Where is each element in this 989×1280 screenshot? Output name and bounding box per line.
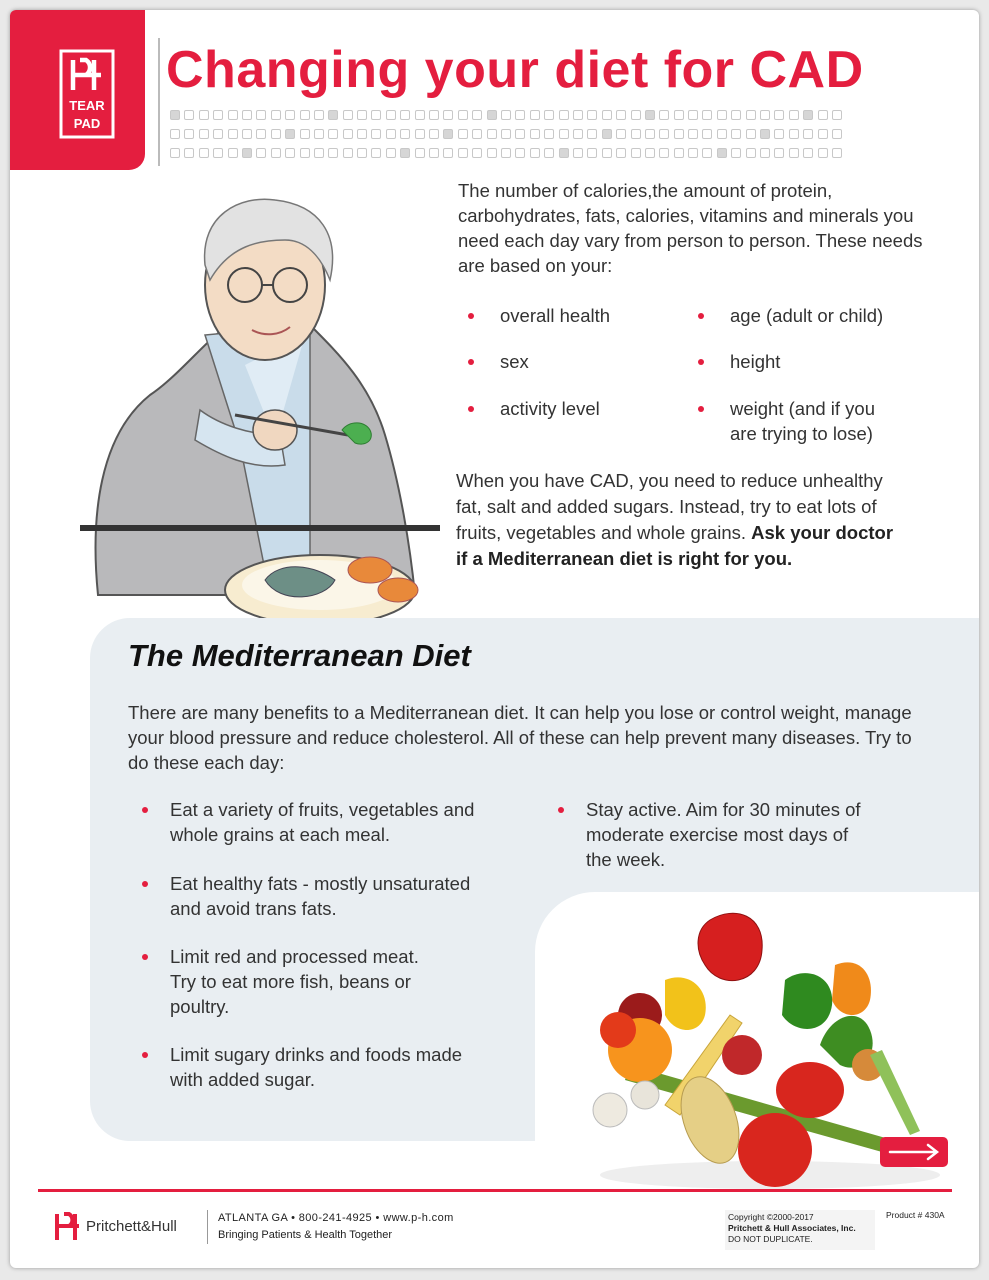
grid-square: [228, 110, 238, 120]
grid-square: [688, 148, 698, 158]
page: TEAR PAD Changing your diet for CAD The number of calories,the amount of protein, carbohydrates, fats, calories, vitamins and minerals you need each day vary from person to person. These needs are based on your: overall health age (adult or child) sex height activity level weight (and if you are trying to lose) When you have CAD, you need to reduce unhealthy fat, salt and added sugars. Instead, try to eat lots of fruits, vegetables and whole grains. Ask your doctor if a Mediterranean diet is right for you. The Mediterranean Diet There are many benefits to a Mediterranean diet. It can help you lose or control weight, manage your blood pressure and reduce cholesterol. All of these can help prevent many diseases. Try to do these each day: Eat a variety of fruits, vegetables and whole grains at each meal. Eat healthy fats - mostly unsaturated and avoid trans fats. Limit red and processed meat. Try to eat more fish, beans or poultry. Limit sugary drinks and foods made with added sugar. Stay active. Aim for 30 minutes of moderate exercise most days of the week. Pritchett&Hull ATLANTA GA • 800-241-4925 • www.p-h.com Bringing Patients & Health Together Copyright ©2000-2017 Pritchett & Hull Associates, Inc. DO NOT DUPLICATE. Product # 430A: [10, 10, 979, 1268]
grid-square: [645, 129, 655, 139]
grid-square: [717, 148, 727, 158]
grid-square: [443, 110, 453, 120]
grid-square: [746, 110, 756, 120]
grid-square: [702, 129, 712, 139]
bullet-icon: [142, 807, 148, 813]
grid-square: [328, 129, 338, 139]
grid-square: [242, 110, 252, 120]
grid-square: [501, 110, 511, 120]
section-title: The Mediterranean Diet: [128, 638, 471, 673]
grid-square: [789, 129, 799, 139]
grid-square: [472, 148, 482, 158]
grid-square: [515, 110, 525, 120]
grid-square: [213, 129, 223, 139]
grid-square: [271, 148, 281, 158]
grid-square: [386, 129, 396, 139]
grid-square: [559, 110, 569, 120]
grid-square: [746, 129, 756, 139]
company-address: ATLANTA GA • 800-241-4925 • www.p-h.com: [218, 1212, 454, 1224]
grid-square: [602, 129, 612, 139]
grid-square: [760, 110, 770, 120]
grid-square: [357, 148, 367, 158]
grid-square: [530, 110, 540, 120]
grid-square: [386, 110, 396, 120]
grid-square: [228, 129, 238, 139]
grid-square: [472, 110, 482, 120]
grid-square: [645, 110, 655, 120]
grid-square: [458, 148, 468, 158]
grid-square: [631, 110, 641, 120]
grid-square: [832, 148, 842, 158]
grid-square: [357, 110, 367, 120]
bullet-icon: [468, 359, 474, 365]
grid-square: [544, 129, 554, 139]
bullet-icon: [698, 359, 704, 365]
grid-square: [429, 129, 439, 139]
grid-square: [731, 148, 741, 158]
grid-square: [760, 129, 770, 139]
footer-divider: [38, 1189, 952, 1192]
grid-square: [357, 129, 367, 139]
grid-square: [314, 129, 324, 139]
grid-square: [587, 148, 597, 158]
grid-square: [832, 110, 842, 120]
grid-square: [803, 129, 813, 139]
grid-square: [458, 129, 468, 139]
grid-square: [487, 129, 497, 139]
grid-square: [544, 148, 554, 158]
grid-square: [170, 129, 180, 139]
company-tagline: Bringing Patients & Health Together: [218, 1229, 393, 1241]
grid-square: [184, 110, 194, 120]
grid-square: [213, 148, 223, 158]
copyright-box: Copyright ©2000-2017 Pritchett & Hull Associates, Inc. DO NOT DUPLICATE.: [725, 1210, 875, 1250]
grid-square: [199, 129, 209, 139]
grid-square: [443, 129, 453, 139]
grid-square: [458, 110, 468, 120]
grid-square: [674, 110, 684, 120]
grid-square: [213, 110, 223, 120]
grid-square: [818, 110, 828, 120]
grid-square: [501, 129, 511, 139]
intro-paragraph: The number of calories,the amount of protein, carbohydrates, fats, calories, vitamins and minerals you need each day vary from person to person. These needs are based on your:: [458, 180, 923, 276]
grid-square: [530, 129, 540, 139]
grid-square: [300, 148, 310, 158]
grid-square: [631, 129, 641, 139]
grid-square: [774, 110, 784, 120]
grid-square: [487, 148, 497, 158]
grid-square: [242, 148, 252, 158]
grid-square: [587, 110, 597, 120]
grid-square: [818, 129, 828, 139]
svg-text:PAD: PAD: [73, 116, 101, 131]
next-page-button[interactable]: [880, 1137, 948, 1167]
tear-pad-logo-icon: [58, 48, 116, 140]
grid-square: [602, 110, 612, 120]
grid-square: [544, 110, 554, 120]
company-name: Pritchett&Hull: [86, 1218, 177, 1235]
grid-square: [731, 129, 741, 139]
grid-square: [688, 129, 698, 139]
grid-square: [415, 110, 425, 120]
grid-square: [314, 148, 324, 158]
grid-square: [774, 129, 784, 139]
grid-square: [371, 110, 381, 120]
grid-square: [746, 148, 756, 158]
grid-square: [602, 148, 612, 158]
grid-square: [170, 110, 180, 120]
grid-square: [717, 110, 727, 120]
grid-square: [371, 148, 381, 158]
grid-square: [472, 129, 482, 139]
grid-square: [515, 129, 525, 139]
grid-square: [616, 129, 626, 139]
grid-square: [789, 148, 799, 158]
grid-square: [285, 129, 295, 139]
bullet-icon: [142, 881, 148, 887]
grid-square: [429, 110, 439, 120]
section-intro: There are many benefits to a Mediterranean diet. It can help you lose or control weight, manage your blood pressure and reduce cholesterol. All of these can help prevent many diseases. Try to do these each day:: [128, 702, 912, 773]
bullet-icon: [698, 406, 704, 412]
grid-square: [256, 148, 266, 158]
bullet-icon: [468, 313, 474, 319]
grid-square: [573, 129, 583, 139]
grid-square: [328, 148, 338, 158]
grid-square: [415, 148, 425, 158]
tear-pad-badge: [10, 10, 145, 170]
grid-square: [228, 148, 238, 158]
grid-square: [400, 148, 410, 158]
grid-square: [674, 148, 684, 158]
grid-square: [429, 148, 439, 158]
grid-square: [688, 110, 698, 120]
grid-square: [616, 110, 626, 120]
grid-square: [818, 148, 828, 158]
product-number: Product # 430A: [886, 1210, 945, 1220]
grid-square: [400, 129, 410, 139]
grid-square: [501, 148, 511, 158]
footer-vertical-divider: [207, 1210, 208, 1244]
grid-square: [343, 110, 353, 120]
grid-square: [300, 129, 310, 139]
grid-square: [371, 129, 381, 139]
grid-square: [314, 110, 324, 120]
grid-square: [415, 129, 425, 139]
grid-square: [400, 110, 410, 120]
grid-square: [645, 148, 655, 158]
grid-square: [659, 129, 669, 139]
grid-square: [702, 148, 712, 158]
grid-square: [242, 129, 252, 139]
cad-paragraph: When you have CAD, you need to reduce unhealthy fat, salt and added sugars. Instead, try to eat lots of fruits, vegetables and whole grains. Ask your doctor if a Mediterranean diet is right for you.: [456, 470, 894, 569]
grid-square: [199, 148, 209, 158]
grid-square: [832, 129, 842, 139]
grid-square: [271, 110, 281, 120]
grid-square: [573, 110, 583, 120]
grid-square: [774, 148, 784, 158]
grid-square: [587, 129, 597, 139]
grid-square: [559, 148, 569, 158]
grid-square: [199, 110, 209, 120]
bullet-icon: [698, 313, 704, 319]
arrow-right-icon: [880, 1137, 948, 1167]
grid-square: [515, 148, 525, 158]
decorative-square-grid: [170, 110, 860, 160]
man-eating-illustration: [80, 185, 440, 635]
grid-square: [285, 148, 295, 158]
grid-square: [702, 110, 712, 120]
grid-square: [184, 148, 194, 158]
grid-square: [300, 110, 310, 120]
grid-square: [184, 129, 194, 139]
grid-square: [530, 148, 540, 158]
grid-square: [487, 110, 497, 120]
grid-square: [443, 148, 453, 158]
svg-text:TEAR: TEAR: [69, 98, 105, 113]
page-title: Changing your diet for CAD: [166, 41, 864, 99]
grid-square: [717, 129, 727, 139]
bullet-icon: [558, 807, 564, 813]
grid-square: [271, 129, 281, 139]
grid-square: [285, 110, 295, 120]
grid-square: [674, 129, 684, 139]
grid-square: [803, 148, 813, 158]
grid-square: [631, 148, 641, 158]
grid-square: [803, 110, 813, 120]
grid-square: [659, 148, 669, 158]
grid-square: [256, 110, 266, 120]
bullet-icon: [142, 954, 148, 960]
grid-square: [659, 110, 669, 120]
pritchett-hull-logo-icon: [52, 1210, 82, 1244]
grid-square: [731, 110, 741, 120]
header-divider: [158, 38, 160, 166]
bullet-icon: [142, 1052, 148, 1058]
grid-square: [386, 148, 396, 158]
grid-square: [343, 148, 353, 158]
grid-square: [328, 110, 338, 120]
grid-square: [559, 129, 569, 139]
grid-square: [343, 129, 353, 139]
grid-square: [789, 110, 799, 120]
grid-square: [760, 148, 770, 158]
grid-square: [170, 148, 180, 158]
grid-square: [616, 148, 626, 158]
bullet-icon: [468, 406, 474, 412]
grid-square: [256, 129, 266, 139]
grid-square: [573, 148, 583, 158]
doctor-advice: Ask your doctor if a Mediterranean diet is right for you.: [456, 522, 894, 569]
